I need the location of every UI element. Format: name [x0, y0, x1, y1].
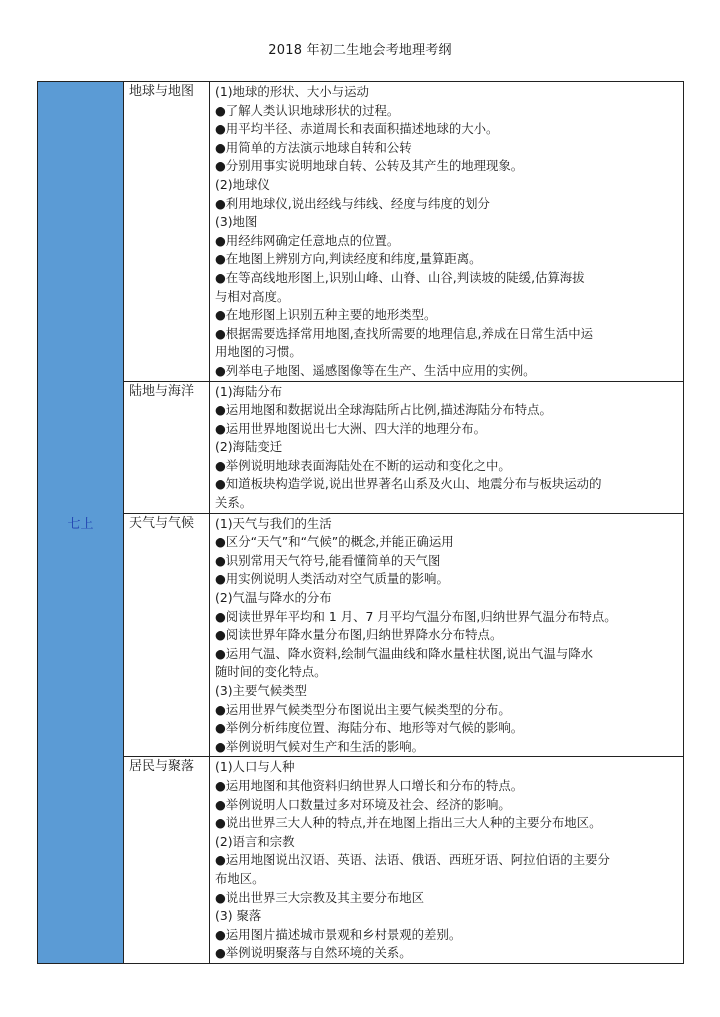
content-line: 用地图的习惯。 — [215, 344, 302, 360]
grade-cell — [38, 82, 124, 964]
grade-label: 七上 — [67, 516, 94, 532]
content-line: ●运用地图和数据说出全球海陆所占比例,描述海陆分布特点。 — [215, 402, 552, 418]
content-cell-weather-and-climate — [210, 513, 684, 757]
content-line: ●了解人类认识地球形状的过程。 — [215, 102, 400, 118]
content-cell-earth-and-maps — [210, 82, 684, 382]
content-line: ●在地形图上识别五种主要的地形类型。 — [215, 307, 437, 323]
content-line: ●运用图片描述城市景观和乡村景观的差别。 — [215, 926, 462, 942]
content-line: (2)语言和宗教 — [215, 833, 295, 849]
content-line: ●举例分析纬度位置、海陆分布、地形等对气候的影响。 — [215, 720, 524, 736]
content-line: ●运用世界气候类型分布图说出主要气候类型的分布。 — [215, 701, 511, 717]
content-line: (1)地球的形状、大小与运动 — [215, 84, 369, 99]
content-line: (1)天气与我们的生活 — [215, 515, 332, 531]
content-line: ●说出世界三大宗教及其主要分布地区 — [215, 889, 425, 905]
content-line: ●阅读世界年降水量分布图,归纳世界降水分布特点。 — [215, 627, 503, 643]
content-line: ●举例说明人口数量过多对环境及社会、经济的影响。 — [215, 796, 511, 812]
content-line: ●用简单的方法演示地球自转和公转 — [215, 139, 412, 155]
table-row-population-and-settlements — [38, 757, 684, 964]
content-line: ●区分“天气”和“气候”的概念,并能正确运用 — [215, 534, 454, 550]
topic-cell-weather-and-climate: 天气与气候 — [124, 513, 210, 757]
content-line: ●举例说明地球表面海陆处在不断的运动和变化之中。 — [215, 457, 511, 473]
content-line: ●举例说明聚落与自然环境的关系。 — [215, 945, 412, 961]
content-line: ●列举电子地图、遥感图像等在生产、生活中应用的实例。 — [215, 362, 536, 378]
content-line: ●知道板块构造学说,说出世界著名山系及火山、地震分布与板块运动的 — [215, 476, 602, 492]
content-line: ●在等高线地形图上,识别山峰、山脊、山谷,判读坡的陡缓,估算海拔 — [215, 269, 585, 285]
content-line: ●运用气温、降水资料,绘制气温曲线和降水量柱状图,说出气温与降水 — [215, 645, 594, 661]
content-line: (2)气温与降水的分布 — [215, 590, 332, 606]
page-title: 2018 年初二生地会考地理考纲 — [268, 43, 452, 58]
content-line: (3) 聚落 — [215, 908, 262, 924]
topic-cell-earth-and-maps: 地球与地图 — [124, 82, 210, 382]
content-line: ●说出世界三大人种的特点,并在地图上指出三大人种的主要分布地区。 — [215, 815, 602, 831]
content-line: (3)地图 — [215, 214, 258, 230]
table-row-earth-and-maps — [38, 82, 684, 382]
content-line: (3)主要气候类型 — [215, 683, 307, 698]
content-line: ●分别用事实说明地球自转、公转及其产生的地理现象。 — [215, 158, 524, 174]
topic-cell-land-and-ocean: 陆地与海洋 — [124, 381, 210, 513]
content-line: ●根据需要选择常用地图,查找所需要的地理信息,养成在日常生活中运 — [215, 325, 594, 341]
content-line: 布地区。 — [215, 870, 265, 886]
content-line: ●运用地图和其他资料归纳世界人口增长和分布的特点。 — [215, 777, 524, 793]
content-line: (2)地球仪 — [215, 176, 270, 192]
content-line: ●利用地球仪,说出经线与纬线、经度与纬度的划分 — [215, 195, 490, 211]
content-line: ●用平均半径、赤道周长和表面积描述地球的大小。 — [215, 121, 499, 137]
table-row-land-and-ocean — [38, 381, 684, 513]
content-line: ●阅读世界年平均和 1 月、7 月平均气温分布图,归纳世界气温分布特点。 — [215, 608, 617, 624]
content-line: 与相对高度。 — [215, 288, 290, 304]
content-line: ●识别常用天气符号,能看懂简单的天气图 — [215, 552, 441, 568]
content-line: (2)海陆变迁 — [215, 439, 283, 455]
content-cell-land-and-ocean — [210, 381, 684, 513]
table-row-weather-and-climate — [38, 513, 684, 757]
content-line: 随时间的变化特点。 — [215, 664, 327, 680]
content-line: ●在地图上辨别方向,判读经度和纬度,量算距离。 — [215, 251, 482, 267]
content-line: ●运用地图说出汉语、英语、法语、俄语、西班牙语、阿拉伯语的主要分 — [215, 852, 610, 868]
content-line: ●举例说明气候对生产和生活的影响。 — [215, 738, 425, 754]
content-line: (1)海陆分布 — [215, 383, 283, 399]
content-line: ●用经纬网确定任意地点的位置。 — [215, 232, 400, 248]
syllabus-table — [37, 81, 684, 964]
content-line: 关系。 — [215, 495, 253, 511]
content-line: ●运用世界地图说出七大洲、四大洋的地理分布。 — [215, 420, 487, 436]
topic-cell-population-and-settlements: 居民与聚落 — [124, 757, 210, 964]
content-line: (1)人口与人种 — [215, 759, 295, 775]
content-cell-population-and-settlements — [210, 757, 684, 964]
content-line: ●用实例说明人类活动对空气质量的影响。 — [215, 571, 449, 587]
